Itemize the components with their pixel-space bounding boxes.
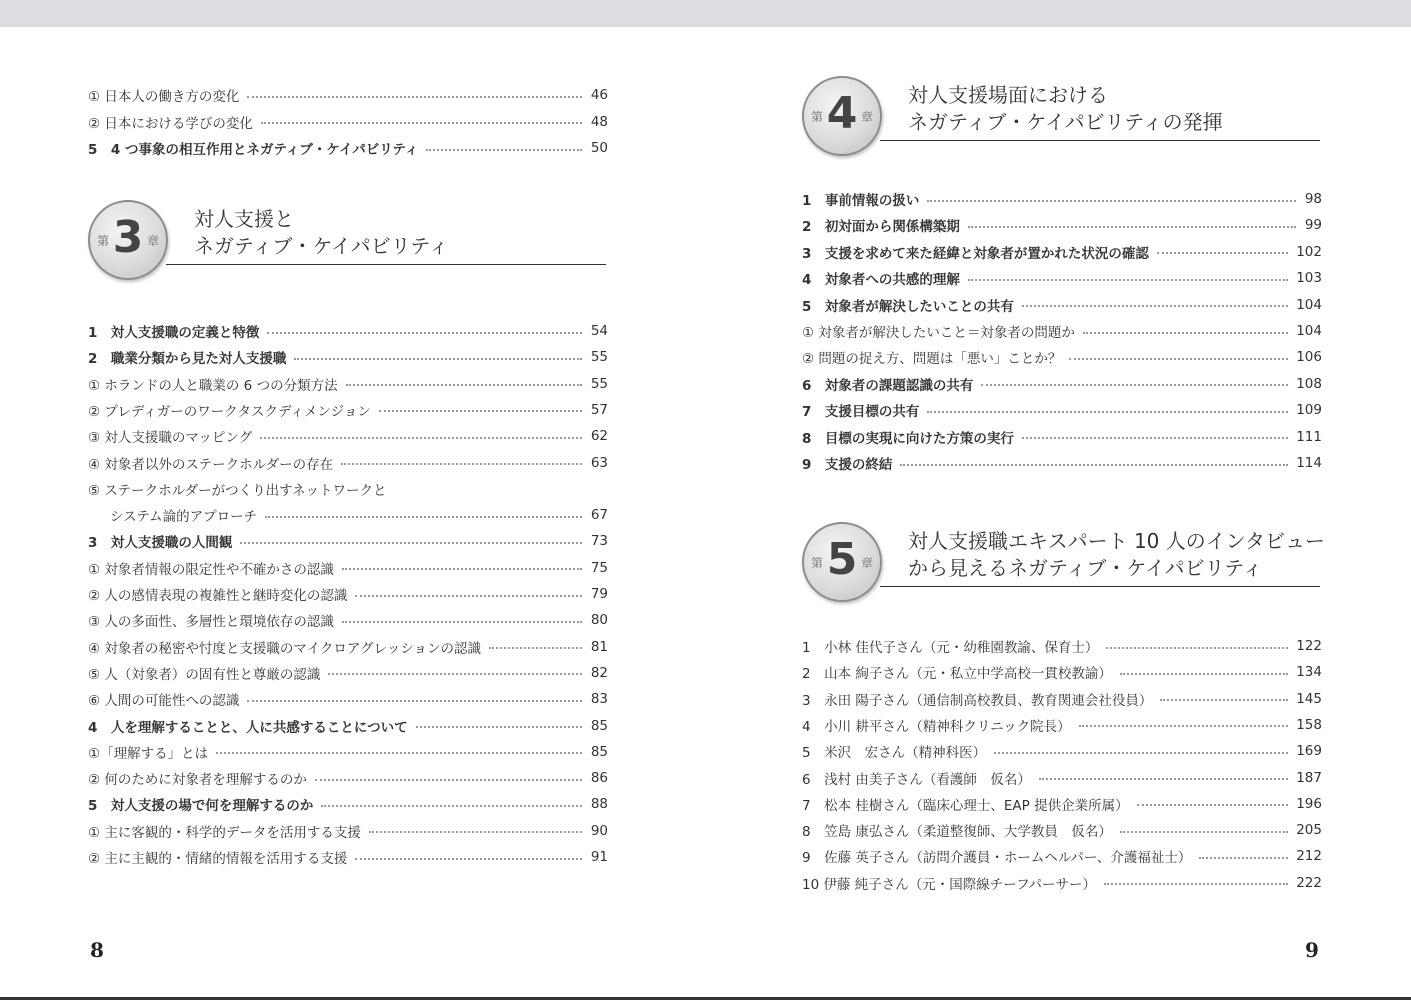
toc-entry xyxy=(802,661,1322,683)
toc-entry-title: 4 対象者への共感的理解 xyxy=(802,272,960,289)
toc-entry xyxy=(88,137,608,159)
toc-entry-title: 2 山本 絢子さん（元・私立中学高校一貫校教諭） xyxy=(802,666,1112,683)
dot-leader xyxy=(968,225,1296,228)
chapter-5-heading xyxy=(802,518,1325,614)
chapter-rule xyxy=(880,586,1320,587)
toc-entry-page: 196 xyxy=(1296,795,1322,812)
toc-entry-page: 106 xyxy=(1296,349,1322,366)
toc-entry-title: 5 対象者が解決したいことの共有 xyxy=(802,298,1014,315)
toc-entry-title: 8 目標の実現に向けた方策の実行 xyxy=(802,430,1014,447)
toc-entry xyxy=(802,688,1322,710)
toc-entry-title: ① 対象者情報の限定性や不確かさの認識 xyxy=(88,561,334,578)
toc-entry-page: 62 xyxy=(590,428,608,445)
dot-leader xyxy=(247,95,582,98)
toc-entry xyxy=(88,688,608,710)
toc-entry-title: ② 人の感情表現の複雑性と継時変化の認識 xyxy=(88,588,348,604)
dot-leader xyxy=(321,804,582,807)
toc-entry-title: 6 浅村 由美子さん（看護師 仮名） xyxy=(802,771,1031,788)
toc-entry-page: 46 xyxy=(590,87,608,103)
dot-leader xyxy=(981,383,1288,386)
toc-entry xyxy=(802,188,1322,210)
toc-entry xyxy=(88,662,608,684)
chapter-title xyxy=(908,82,1223,136)
dot-leader xyxy=(247,699,582,702)
toc-entry-title: 2 初対面から関係構築期 xyxy=(802,219,960,236)
toc-entry-page: 108 xyxy=(1296,375,1322,392)
toc-entry xyxy=(88,373,608,395)
chapter-badge xyxy=(88,200,168,280)
toc-entry-page: 98 xyxy=(1304,191,1322,207)
toc-entry xyxy=(88,636,608,658)
chapter-title-line1: 対人支援職エキスパート 10 人のインタビュー xyxy=(908,529,1325,553)
dot-leader xyxy=(342,567,582,570)
dot-leader xyxy=(1022,304,1288,307)
dot-leader xyxy=(416,725,582,728)
toc-entry-title: ② 日本における学びの変化 xyxy=(88,115,253,132)
toc-entry-page: 54 xyxy=(590,323,608,339)
toc-entry-title: 4 小川 耕平さん（精神科クリニック院長） xyxy=(802,718,1071,735)
toc-entry xyxy=(802,845,1322,867)
toc-entry-page: 169 xyxy=(1296,743,1322,760)
dot-leader xyxy=(1199,856,1288,859)
toc-entry xyxy=(88,557,608,579)
toc-entry xyxy=(88,320,608,342)
toc-entry-title: 6 対象者の課題認識の共有 xyxy=(802,377,974,394)
dot-leader xyxy=(489,646,582,649)
toc-entry-page: 88 xyxy=(590,796,608,813)
toc-entry xyxy=(802,740,1322,762)
chapter-title-line1: 対人支援と xyxy=(194,207,294,231)
chapter-suffix: 章 xyxy=(860,110,873,124)
toc-entry xyxy=(802,872,1322,894)
toc-entry-title: 4 人を理解することと、人に共感することについて xyxy=(88,719,408,736)
toc-entry-page: 81 xyxy=(590,638,608,655)
chapter-title-line2: ネガティブ・ケイパビリティ xyxy=(194,234,449,258)
chapter-suffix: 章 xyxy=(146,234,159,248)
toc-entry-title: システム論的アプローチ xyxy=(110,509,258,526)
chapter-title-line2: ネガティブ・ケイパビリティの発揮 xyxy=(908,110,1223,134)
chapter-suffix: 章 xyxy=(860,556,873,570)
toc-entry-title: 3 支援を求めて来た経緯と対象者が置かれた状況の確認 xyxy=(802,245,1149,262)
toc-entry xyxy=(88,741,608,763)
chapter-title-line2: から見えるネガティブ・ケイパビリティ xyxy=(908,556,1263,580)
toc-entry-title: 5 米沢 宏さん（精神科医） xyxy=(802,745,987,762)
chapter-badge xyxy=(802,522,882,602)
dot-leader xyxy=(267,331,582,334)
toc-entry xyxy=(88,767,608,789)
toc-entry-title: ⑥ 人間の可能性への認識 xyxy=(88,693,240,710)
dot-leader xyxy=(1039,777,1288,780)
toc-entry-title: 7 支援目標の共有 xyxy=(802,404,920,421)
toc-entry-page: 79 xyxy=(590,586,608,602)
dot-leader xyxy=(994,751,1288,754)
toc-entry-title: ① ホランドの人と職業の 6 つの分類方法 xyxy=(88,377,338,394)
dot-leader xyxy=(328,672,582,675)
toc-entry-page: 85 xyxy=(590,717,608,734)
toc-entry-page: 212 xyxy=(1296,848,1322,865)
toc-entry xyxy=(802,452,1322,474)
dot-leader xyxy=(216,751,582,754)
toc-entry-page: 102 xyxy=(1296,243,1322,260)
chapter-prefix: 第 xyxy=(811,110,824,124)
toc-entry-title: ④ 対象者以外のステークホルダーの存在 xyxy=(88,456,334,473)
chapter-3-heading xyxy=(88,196,608,292)
toc-entry-page: 114 xyxy=(1296,455,1322,471)
dot-leader xyxy=(341,462,582,465)
toc-entry-page: 55 xyxy=(590,375,608,392)
toc-entry-title: ② プレディガーのワークタスクディメンジョン xyxy=(88,403,371,420)
toc-entry-title: ④ 対象者の秘密や忖度と支援職のマイクロアグレッションの認識 xyxy=(88,640,482,657)
dot-leader xyxy=(346,383,582,386)
toc-entry xyxy=(88,504,608,526)
chapter-number: 3 xyxy=(112,212,144,263)
toc-entry-page: 103 xyxy=(1296,270,1322,287)
toc-entry xyxy=(802,714,1322,736)
page-number-right: 9 xyxy=(1305,938,1319,962)
toc-entry-page: 57 xyxy=(590,401,608,418)
toc-entry-title: 1 対人支援職の定義と特徴 xyxy=(88,325,260,341)
toc-entry-title: ② 主に主観的・情緒的情報を活用する支援 xyxy=(88,851,348,867)
toc-entry-page: 109 xyxy=(1296,402,1322,419)
toc-entry xyxy=(802,819,1322,841)
toc-entry-page: 83 xyxy=(590,691,608,708)
dot-leader xyxy=(342,620,582,623)
toc-entry xyxy=(88,846,608,868)
toc-entry-title: 10 伊藤 純子さん（元・国際線チーフパーサー） xyxy=(802,876,1097,893)
toc-entry xyxy=(802,635,1322,657)
toc-entry xyxy=(88,84,608,106)
dot-leader xyxy=(355,594,582,597)
dot-leader xyxy=(1106,646,1288,649)
chapter-prefix: 第 xyxy=(97,234,110,248)
chapter-rule xyxy=(166,264,606,265)
toc-entry-title: 1 小林 佳代子さん（元・幼稚園教諭、保育士） xyxy=(802,640,1099,656)
toc-entry-title: 5 対人支援の場で何を理解するのか xyxy=(88,798,314,815)
dot-leader xyxy=(261,121,582,124)
toc-entry-page: 75 xyxy=(590,559,608,576)
toc-entry xyxy=(802,320,1322,342)
dot-leader xyxy=(369,830,582,833)
chapter-prefix: 第 xyxy=(811,556,824,570)
dot-leader xyxy=(900,463,1288,466)
toc-entry-title: 1 事前情報の扱い xyxy=(802,193,920,209)
toc-entry-page: 145 xyxy=(1296,690,1322,707)
toc-entry-title: 3 永田 陽子さん（通信制高校教員、教育関連会社役員） xyxy=(802,692,1153,709)
toc-entry-title: ① 対象者が解決したいこと＝対象者の問題か xyxy=(802,325,1075,341)
dot-leader xyxy=(927,199,1296,202)
toc-entry xyxy=(88,111,608,133)
toc-entry xyxy=(802,294,1322,316)
toc-entry-page: 50 xyxy=(590,140,608,156)
dot-leader xyxy=(265,515,582,518)
toc-entry-page: 63 xyxy=(590,454,608,471)
toc-entry-title: 2 職業分類から見た対人支援職 xyxy=(88,351,287,368)
dot-leader xyxy=(1079,724,1289,727)
dot-leader xyxy=(1083,331,1288,334)
toc-entry xyxy=(88,609,608,631)
dot-leader xyxy=(1120,672,1288,675)
toc-entry-title: ③ 人の多面性、多層性と環境依存の認識 xyxy=(88,614,334,631)
dot-leader xyxy=(927,410,1288,413)
toc-entry-title: 8 笠島 康弘さん（柔道整復師、大学教員 仮名） xyxy=(802,824,1112,841)
toc-entry xyxy=(88,715,608,737)
toc-entry xyxy=(88,793,608,815)
dot-leader xyxy=(1120,830,1288,833)
toc-entry xyxy=(88,820,608,842)
top-bar xyxy=(0,0,1411,27)
toc-entry-title: 5 4 つ事象の相互作用とネガティブ・ケイパビリティ xyxy=(88,142,419,158)
toc-entry-page: 91 xyxy=(590,849,608,865)
toc-entry-title: ①「理解する」とは xyxy=(88,745,209,762)
toc-entry xyxy=(802,426,1322,448)
toc-entry-title: ① 主に客観的・科学的データを活用する支援 xyxy=(88,824,361,841)
toc-entry-title: 7 松本 桂樹さん（臨床心理士、EAP 提供企業所属） xyxy=(802,797,1129,814)
dot-leader xyxy=(1160,698,1288,701)
toc-entry-page: 122 xyxy=(1296,638,1322,654)
toc-entry-page: 104 xyxy=(1296,323,1322,339)
toc-entry xyxy=(802,767,1322,789)
chapter-number: 5 xyxy=(826,534,858,585)
toc-entry xyxy=(88,478,608,500)
toc-entry-title: ② 何のために対象者を理解するのか xyxy=(88,772,307,789)
toc-entry-page: 90 xyxy=(590,822,608,839)
chapter-rule xyxy=(880,140,1320,141)
toc-entry xyxy=(88,346,608,368)
toc-entry-title: ⑤ ステークホルダーがつくり出すネットワークと xyxy=(88,482,387,499)
toc-entry-title: 3 対人支援職の人間観 xyxy=(88,535,233,552)
toc-entry-title: 9 支援の終結 xyxy=(802,457,893,473)
toc-entry-page: 73 xyxy=(590,533,608,550)
toc-entry-title: ① 日本人の働き方の変化 xyxy=(88,89,240,105)
dot-leader xyxy=(1157,251,1288,254)
toc-entry-page: 111 xyxy=(1296,428,1322,445)
chapter-number: 4 xyxy=(826,88,858,139)
toc-entry xyxy=(802,267,1322,289)
toc-entry xyxy=(88,583,608,605)
toc-entry-page: 99 xyxy=(1304,217,1322,234)
dot-leader xyxy=(379,409,582,412)
toc-entry-page: 205 xyxy=(1296,822,1322,839)
toc-entry-page: 48 xyxy=(590,113,608,130)
dot-leader xyxy=(1104,882,1288,885)
dot-leader xyxy=(240,541,582,544)
toc-entry-page: 55 xyxy=(590,349,608,366)
toc-entry-page: 85 xyxy=(590,743,608,760)
chapter-title xyxy=(194,206,449,260)
toc-entry xyxy=(802,346,1322,368)
toc-entry xyxy=(88,399,608,421)
toc-entry xyxy=(88,425,608,447)
chapter-title-line1: 対人支援場面における xyxy=(908,83,1108,107)
dot-leader xyxy=(1022,436,1288,439)
dot-leader xyxy=(426,148,582,151)
toc-entry xyxy=(802,241,1322,263)
toc-entry-page: 134 xyxy=(1296,664,1322,681)
toc-entry xyxy=(802,399,1322,421)
chapter-4-heading xyxy=(802,72,1322,168)
toc-entry-title: ③ 対人支援職のマッピング xyxy=(88,430,253,447)
toc-entry-page: 104 xyxy=(1296,296,1322,313)
dot-leader xyxy=(260,436,582,439)
toc-entry xyxy=(88,530,608,552)
dot-leader xyxy=(315,778,582,781)
toc-entry-page: 86 xyxy=(590,770,608,787)
chapter-title xyxy=(908,528,1325,582)
dot-leader xyxy=(294,357,582,360)
toc-entry-title: 9 佐藤 英子さん（訪問介護員・ホームヘルパー、介護福祉士） xyxy=(802,850,1192,867)
toc-entry-page: 187 xyxy=(1296,769,1322,786)
chapter-badge xyxy=(802,76,882,156)
dot-leader xyxy=(968,278,1288,281)
toc-entry xyxy=(802,793,1322,815)
toc-entry-page: 82 xyxy=(590,664,608,681)
toc-entry-page: 158 xyxy=(1296,716,1322,733)
toc-entry xyxy=(802,214,1322,236)
toc-entry xyxy=(802,373,1322,395)
toc-entry-page: 222 xyxy=(1296,874,1322,891)
dot-leader xyxy=(1069,357,1288,360)
page-number-left: 8 xyxy=(90,938,104,962)
dot-leader xyxy=(1137,803,1289,806)
toc-entry-page: 80 xyxy=(590,612,608,629)
dot-leader xyxy=(355,857,582,860)
toc-entry xyxy=(88,452,608,474)
toc-entry-title: ⑤ 人（対象者）の固有性と尊厳の認識 xyxy=(88,666,321,683)
toc-entry-title: ② 問題の捉え方、問題は「悪い」ことか？ xyxy=(802,351,1062,368)
toc-entry-page: 67 xyxy=(590,507,608,524)
